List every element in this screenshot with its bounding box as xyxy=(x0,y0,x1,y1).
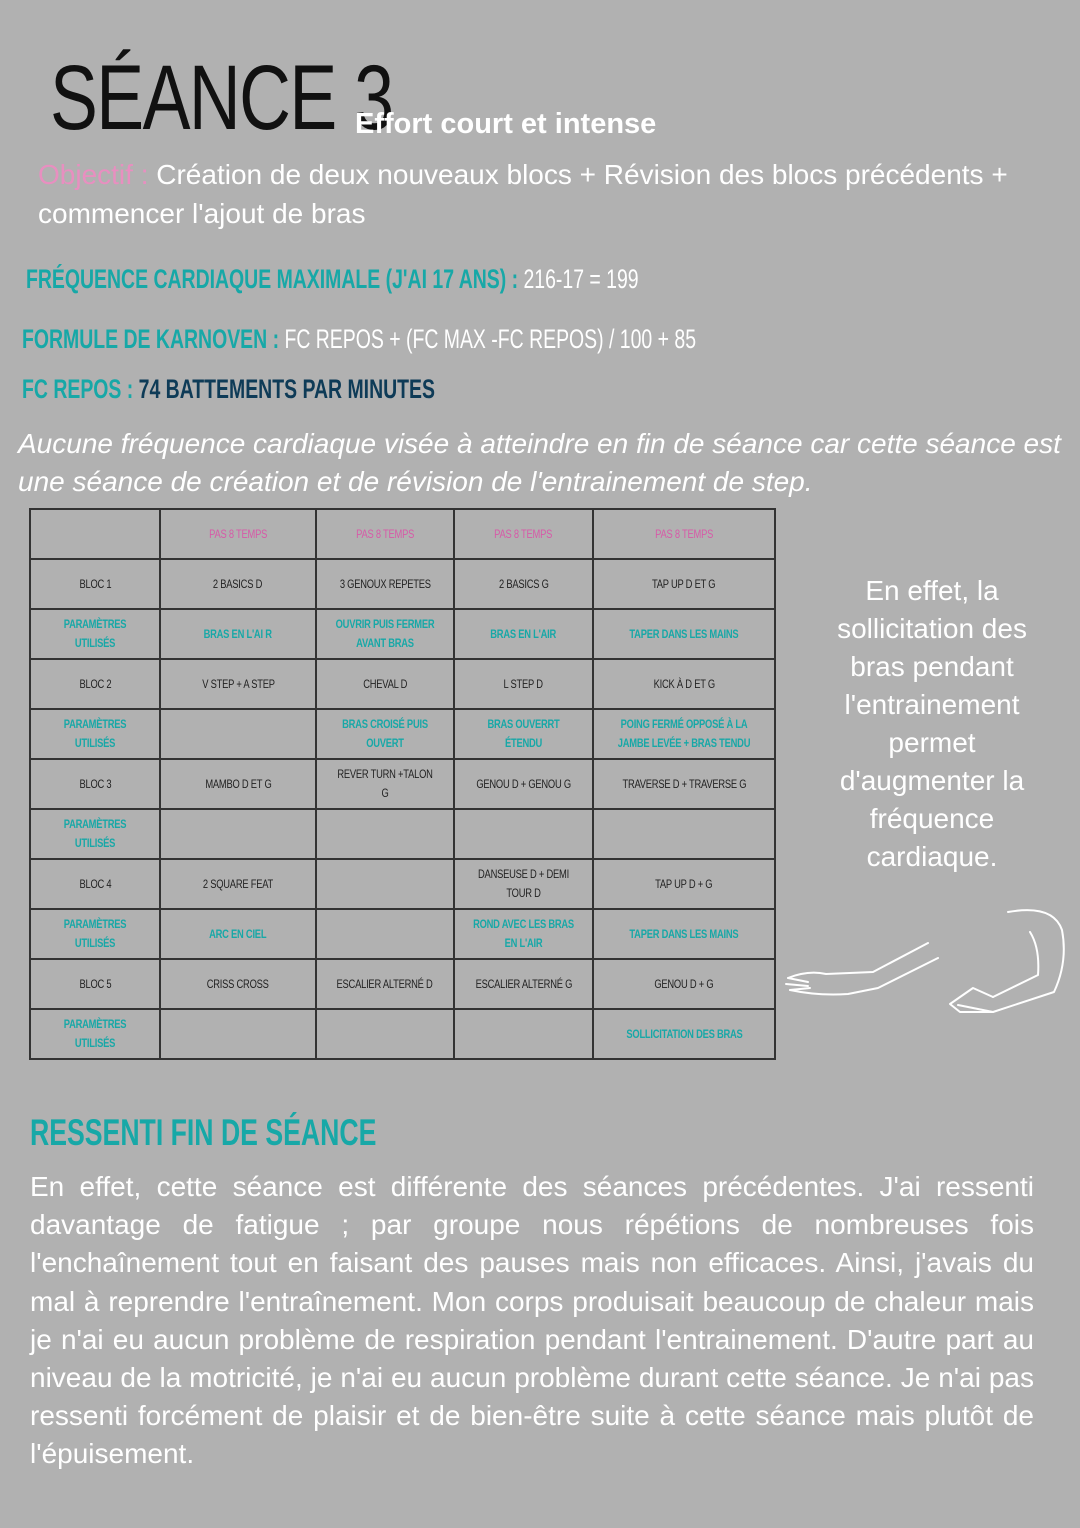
table-cell-text: POING FERMÉ OPPOSÉ À LA JAMBE LEVÉE + BRAS TENDU xyxy=(617,717,751,750)
table-header-row xyxy=(30,509,775,559)
table-cell-text: 2 SQUARE FEAT xyxy=(202,876,274,891)
table-cell-text: PARAMÈTRES UTILISÉS xyxy=(63,817,127,850)
table-cell xyxy=(160,509,316,559)
table-cell-text: GENOU D + GENOU G xyxy=(476,776,571,791)
table-cell xyxy=(30,909,160,959)
table-cell-text: BLOC 4 xyxy=(79,876,111,891)
table-cell-text: TAPER DANS LES MAINS xyxy=(629,626,739,641)
table-cell xyxy=(454,659,593,709)
table-cell-text: PAS 8 TEMPS xyxy=(655,526,713,541)
table-cell-text: V STEP + A STEP xyxy=(201,676,275,691)
karnoven-value: FC REPOS + (FC MAX -FC REPOS) / 100 + 85 xyxy=(279,324,697,354)
page-subtitle: Effort court et intense xyxy=(355,108,657,140)
table-cell xyxy=(316,809,454,859)
table-cell xyxy=(30,559,160,609)
objective xyxy=(38,155,1048,233)
table-cell-text: BLOC 3 xyxy=(79,776,111,791)
table-cell xyxy=(454,509,593,559)
table-cell-text: TAP UP D ET G xyxy=(652,576,716,591)
table-cell xyxy=(160,909,316,959)
table-cell-text: ESCALIER ALTERNÉ G xyxy=(475,976,572,991)
ressenti-text: En effet, cette séance est différente des séances précédentes. J'ai ressenti davantage de fatigue ; par groupe nous répétions de nombreuses fois l'enchaînement tout en faisant des pauses mais non efficaces. Ainsi, j'avais du mal à reprendre l'entraînement. Mon corps produisait beaucoup de chaleur mais je n'ai eu aucun problème de respiration pendant l'entrainement. D'autre part au niveau de la motricité, je n'ai eu aucun problème durant cette séance. Je n'ai pas ressenti forcément de plaisir et de bien-être suite à cette séance mais plutôt de l'épuisement. xyxy=(30,1171,1034,1470)
arm-flex-drawing-icon xyxy=(778,900,1073,1030)
table-cell xyxy=(30,659,160,709)
table-cell-text: PARAMÈTRES UTILISÉS xyxy=(63,717,127,750)
table-cell xyxy=(593,609,775,659)
table-cell xyxy=(316,509,454,559)
table-cell xyxy=(593,809,775,859)
table-row xyxy=(30,959,775,1009)
table-cell xyxy=(316,759,454,809)
table-row xyxy=(30,759,775,809)
table-cell-text: TAP UP D + G xyxy=(655,876,713,891)
table-cell xyxy=(593,859,775,909)
table-cell xyxy=(30,609,160,659)
table-cell xyxy=(160,1009,316,1059)
karnoven-label: FORMULE DE KARNOVEN : xyxy=(22,324,280,354)
table-cell xyxy=(454,709,593,759)
table-cell-text: CHEVAL D xyxy=(363,676,407,691)
table-cell xyxy=(160,559,316,609)
table-cell xyxy=(316,909,454,959)
table-row xyxy=(30,659,775,709)
table-cell-text: CRISS CROSS xyxy=(207,976,269,991)
fc-max-value: 216-17 = 199 xyxy=(518,264,639,294)
table-cell-text: 2 BASICS D xyxy=(213,576,263,591)
table-cell xyxy=(593,759,775,809)
table-cell xyxy=(160,959,316,1009)
table-cell xyxy=(160,609,316,659)
table-cell xyxy=(316,959,454,1009)
table-cell xyxy=(454,1009,593,1059)
table-cell xyxy=(160,759,316,809)
table-cell-text: 2 BASICS G xyxy=(498,576,549,591)
table-cell-text: OUVRIR PUIS FERMER AVANT BRAS xyxy=(335,617,435,650)
table-cell-text: BRAS EN L'AI R xyxy=(203,626,273,641)
table-cell-text: TAPER DANS LES MAINS xyxy=(629,926,739,941)
table-cell-text: 3 GENOUX REPETES xyxy=(339,576,431,591)
table-cell xyxy=(160,809,316,859)
karnoven-line xyxy=(22,324,696,355)
table-cell xyxy=(593,909,775,959)
table-cell xyxy=(454,959,593,1009)
table-cell xyxy=(30,809,160,859)
table-row xyxy=(30,809,775,859)
table-cell xyxy=(593,1009,775,1059)
fc-repos-value: 74 BATTEMENTS PAR MINUTES xyxy=(133,374,435,404)
table-cell xyxy=(30,859,160,909)
table-row xyxy=(30,909,775,959)
table-cell-text: PARAMÈTRES UTILISÉS xyxy=(63,617,127,650)
table-row xyxy=(30,559,775,609)
table-cell-text: BLOC 5 xyxy=(79,976,111,991)
arm-solicitation-note: En effet, la sollicitation des bras pendant l'entrainement permet d'augmenter la fréquence cardiaque. xyxy=(837,575,1027,872)
table-cell-text: REVER TURN +TALON G xyxy=(337,767,433,800)
table-row xyxy=(30,1009,775,1059)
objective-text: Création de deux nouveaux blocs + Révision des blocs précédents + commencer l'ajout de bras xyxy=(38,159,1008,229)
table-cell-text: MAMBO D ET G xyxy=(204,776,272,791)
table-cell xyxy=(454,609,593,659)
table-cell xyxy=(160,859,316,909)
table-cell-text: BRAS EN L'AIR xyxy=(490,626,557,641)
table-cell xyxy=(316,609,454,659)
objective-label: Objectif : xyxy=(38,159,149,190)
table-cell-text: L STEP D xyxy=(503,676,544,691)
table-cell xyxy=(316,559,454,609)
ressenti-heading: RESSENTI FIN DE SÉANCE xyxy=(30,1112,377,1153)
step-blocks-table xyxy=(29,508,776,1060)
fc-max-label: FRÉQUENCE CARDIAQUE MAXIMALE (J'AI 17 ANS) : xyxy=(26,264,519,294)
table-row xyxy=(30,609,775,659)
table-cell xyxy=(30,1009,160,1059)
table-cell xyxy=(30,709,160,759)
table-cell xyxy=(316,659,454,709)
table-cell-text: SOLLICITATION DES BRAS xyxy=(625,1026,743,1041)
table-cell-text: BLOC 1 xyxy=(79,576,111,591)
table-cell xyxy=(454,909,593,959)
table-cell-text: PAS 8 TEMPS xyxy=(356,526,414,541)
table-cell xyxy=(454,809,593,859)
table-row xyxy=(30,709,775,759)
table-cell xyxy=(454,559,593,609)
table-cell xyxy=(593,659,775,709)
table-cell-text: BLOC 2 xyxy=(79,676,111,691)
table-cell xyxy=(160,659,316,709)
table-cell-text: BRAS CROISÉ PUIS OUVERT xyxy=(342,717,428,750)
table-cell xyxy=(593,509,775,559)
table-cell xyxy=(30,959,160,1009)
table-cell-text: ARC EN CIEL xyxy=(209,926,267,941)
table-cell-text: GENOU D + G xyxy=(654,976,714,991)
table-cell-text: PAS 8 TEMPS xyxy=(494,526,553,541)
fc-max-line xyxy=(26,264,639,295)
table-cell-text: DANSEUSE D + DEMI TOUR D xyxy=(478,867,569,900)
table-cell xyxy=(593,959,775,1009)
table-cell-text: PAS 8 TEMPS xyxy=(209,526,267,541)
table-cell xyxy=(30,509,160,559)
table-cell-text: ROND AVEC LES BRAS EN L'AIR xyxy=(473,917,574,950)
table-cell-text: TRAVERSE D + TRAVERSE G xyxy=(622,776,746,791)
fc-repos-line xyxy=(22,374,435,405)
table-cell xyxy=(593,709,775,759)
table-cell xyxy=(454,859,593,909)
table-cell-text: ESCALIER ALTERNÉ D xyxy=(336,976,434,991)
table-cell xyxy=(593,559,775,609)
table-cell xyxy=(316,709,454,759)
table-cell-text: PARAMÈTRES UTILISÉS xyxy=(63,1017,127,1050)
table-cell xyxy=(160,709,316,759)
table-cell xyxy=(316,859,454,909)
table-row xyxy=(30,859,775,909)
table-cell xyxy=(30,759,160,809)
page-title: SÉANCE 3 xyxy=(50,47,393,149)
table-cell-text: PARAMÈTRES UTILISÉS xyxy=(63,917,127,950)
table-cell-text: BRAS OUVERRT ÉTENDU xyxy=(487,717,560,750)
table-cell xyxy=(454,759,593,809)
heart-rate-note: Aucune fréquence cardiaque visée à atteindre en fin de séance car cette séance est une séance de création et de révision de l'entrainement de step. xyxy=(18,428,1061,497)
table-cell xyxy=(316,1009,454,1059)
table-cell-text: KICK À D ET G xyxy=(653,676,715,691)
fc-repos-label: FC REPOS : xyxy=(22,374,134,404)
